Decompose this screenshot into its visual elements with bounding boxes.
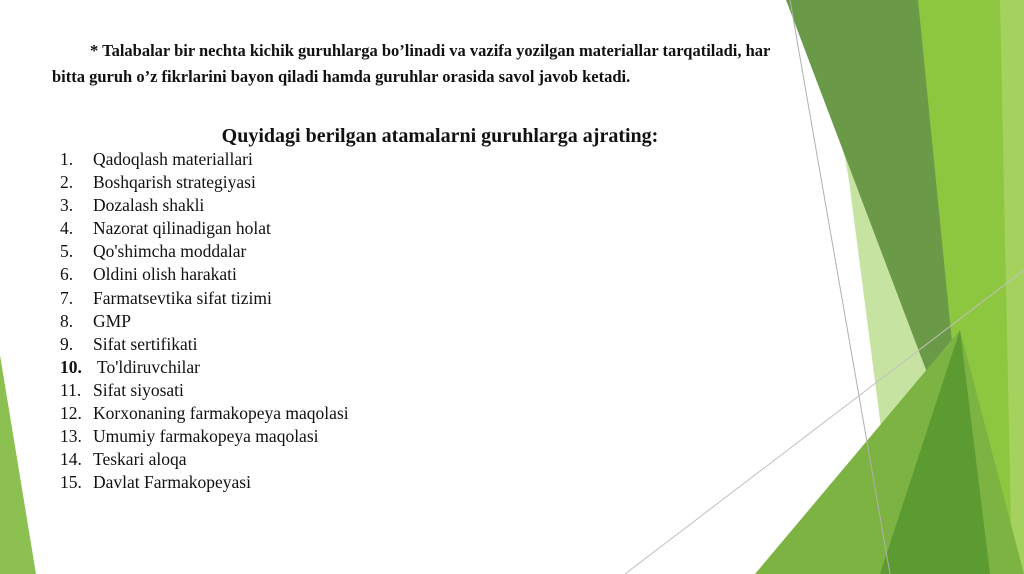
list-item: [60, 356, 349, 379]
list-item-number: 14.: [60, 449, 82, 470]
list-item: [60, 425, 349, 448]
list-item-number: 12.: [60, 403, 82, 424]
left-green-sliver: [0, 355, 36, 574]
list-item-number: 10.: [60, 356, 82, 377]
list-item-text: Teskari aloqa: [93, 449, 187, 470]
list-item: [60, 217, 349, 240]
list-item-text: Oldini olish harakati: [93, 264, 237, 285]
list-item-text: To'ldiruvchilar: [97, 356, 201, 377]
list-item: [60, 448, 349, 471]
list-item: [60, 171, 349, 194]
list-item-text: Davlat Farmakopeyasi: [93, 472, 251, 493]
list-item-text: Dozalash shakli: [93, 195, 205, 216]
list-item: [60, 379, 349, 402]
list-item-text: Sifat sertifikati: [93, 333, 198, 354]
list-item: [60, 471, 349, 494]
list-item-text: Nazorat qilinadigan holat: [93, 218, 271, 239]
list-item-text: Boshqarish strategiyasi: [93, 172, 256, 193]
list-item: [60, 148, 349, 171]
terms-list: [60, 148, 349, 494]
list-item: [60, 310, 349, 333]
task-heading: Quyidagi berilgan atamalarni guruhlarga ajrating:: [221, 125, 659, 147]
list-item-number: 5.: [60, 241, 74, 262]
list-item-number: 6.: [60, 264, 74, 285]
list-item: [60, 240, 349, 263]
list-item-text: Korxonaning farmakopeya maqolasi: [93, 403, 349, 424]
list-item-number: 1.: [60, 149, 74, 169]
list-item-number: 11.: [60, 379, 82, 400]
list-item-text: GMP: [93, 310, 131, 331]
list-item: [60, 333, 349, 356]
list-item-number: 2.: [60, 172, 74, 193]
list-item: [60, 402, 349, 425]
list-item-number: 4.: [60, 218, 74, 239]
list-item: [60, 263, 349, 286]
list-item-number: 3.: [60, 195, 74, 216]
list-item-number: 15.: [60, 472, 82, 493]
list-item-text: Sifat siyosati: [93, 379, 184, 400]
list-item-text: Umumiy farmakopeya maqolasi: [93, 426, 319, 447]
list-item-text: Qo'shimcha moddalar: [93, 241, 247, 262]
list-item-number: 13.: [60, 426, 82, 447]
list-item: [60, 287, 349, 310]
list-item-number: 9.: [60, 333, 74, 354]
list-item-text: Qadoqlash materiallari: [93, 149, 253, 169]
list-item-text: Farmatsevtika sifat tizimi: [93, 287, 272, 308]
list-item-number: 7.: [60, 287, 74, 308]
list-item: [60, 194, 349, 217]
intro-paragraph: * Talabalar bir nechta kichik guruhlarga bo’linadi va vazifa yozilgan materiallar tarqatiladi, har bitta guruh o’z fikrlarini bayon qiladi hamda guruhlar orasida savol javob ketadi.: [52, 41, 771, 86]
list-item-number: 8.: [60, 310, 74, 331]
